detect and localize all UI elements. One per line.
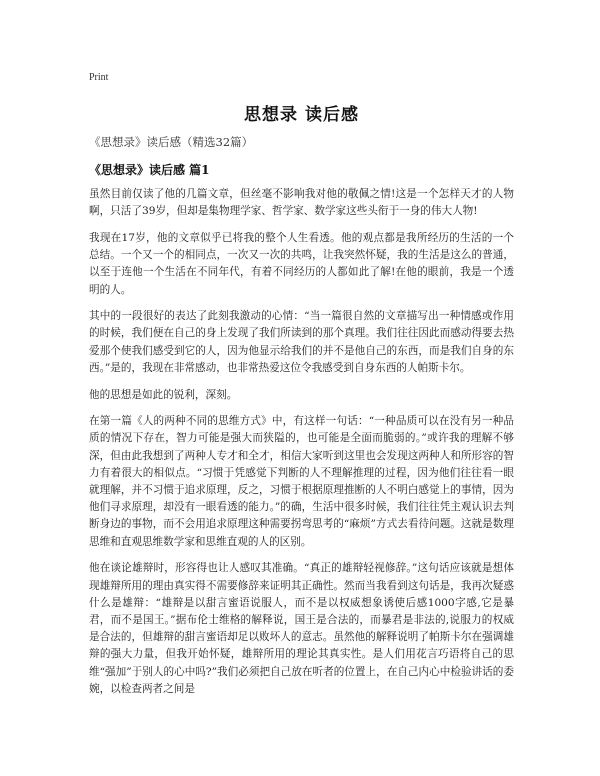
document-subtitle: 《思想录》读后感（精选32篇） (89, 135, 254, 149)
paragraph-3: 其中的一段很好的表达了此刻我激动的心情：“当一篇很自然的文章描写出一种情感或作用的时候，我们便在自己的身上发现了我们所读到的那个真理。我们往往因此而感动得要去热爱那个使我们感受到它的人，因为他显示给我们的并不是他自己的东西，而是我们自身的东西。”是的，我现在非常感动，也非常热爱这位令我感受到自身东西的人帕斯卡尔。 (89, 310, 514, 374)
document-title: 思想录 读后感 (244, 105, 359, 125)
print-label: Print (89, 72, 109, 83)
section-heading: 《思想录》读后感 篇1 (89, 163, 210, 177)
paragraph-2: 我现在17岁，他的文章似乎已将我的整个人生看透。他的观点都是我所经历的生活的一个总结。一个又一个的相同点，一次又一次的共鸣，让我突然怀疑，我的生活是这么的普通，以至于连他一个生活在不同年代，有着不同经历的人都如此了解!在他的眼前，我是一个透明的人。 (89, 231, 514, 296)
paragraph-6: 他在谈论雄辩时，形容得也让人感叹其准确。“真正的雄辩轻视修辞。”这句话应该就是想体现雄辩所用的理由真实得不需要修辞来证明其正确性。然而当我看到这句话是，我再次疑惑什么是雄辩：“雄辩是以甜言蜜语说服人，而不是以权威想象诱使后感1000字感,它是暴君，而不是国王。”据布伦士维格的解释说，国王是合法的，而暴君是非法的,说服力的权威是合法的，但雄辩的甜言蜜语却足以败坏人的意志。虽然他的解释说明了帕斯卡尔在强调雄辩的强大力量，但我开始怀疑，雄辩所用的理论其真实性。是人们用花言巧语将自己的思维“强加”于别人的心中吗?”我们必须把自己放在听者的位置上，在自己内心中检验讲话的委婉，以检查两者之间是 (89, 562, 514, 695)
paragraph-5: 在第一篇《人的两种不同的思维方式》中，有这样一句话：“一种品质可以在没有另一种品质的情况下存在，智力可能是强大而狭隘的，也可能是全面而脆弱的。”或许我的理解不够深，但由此我想到了两种人专才和全才，相信大家听到这里也会发现这两种人和所形容的智力有着很大的相似点。“习惯于凭感觉下判断的人不理解推理的过程，因为他们往往看一眼就理解，并不习惯于追求原理，反之，习惯于根据原理推断的人不明白感觉上的事情，因为他们寻求原理，却没有一眼看透的能力。”的确，生活中很多时候，我们往往凭主观认识去判断身边的事物，而不会用追求原理这种需要拐弯思考的“麻烦”方式去看待问题。这就是数理思维和直观思维数学家和思维直观的人的区别。 (89, 415, 514, 548)
article-body (89, 186, 514, 707)
paragraph-1: 虽然目前仅读了他的几篇文章，但丝毫不影响我对他的敬佩之情!这是一个怎样天才的人物啊，只活了39岁，但却是集物理学家、哲学家、数学家这些头衔于一身的伟大人物! (89, 188, 514, 218)
paragraph-4: 他的思想是如此的锐利，深刻。 (89, 388, 238, 401)
